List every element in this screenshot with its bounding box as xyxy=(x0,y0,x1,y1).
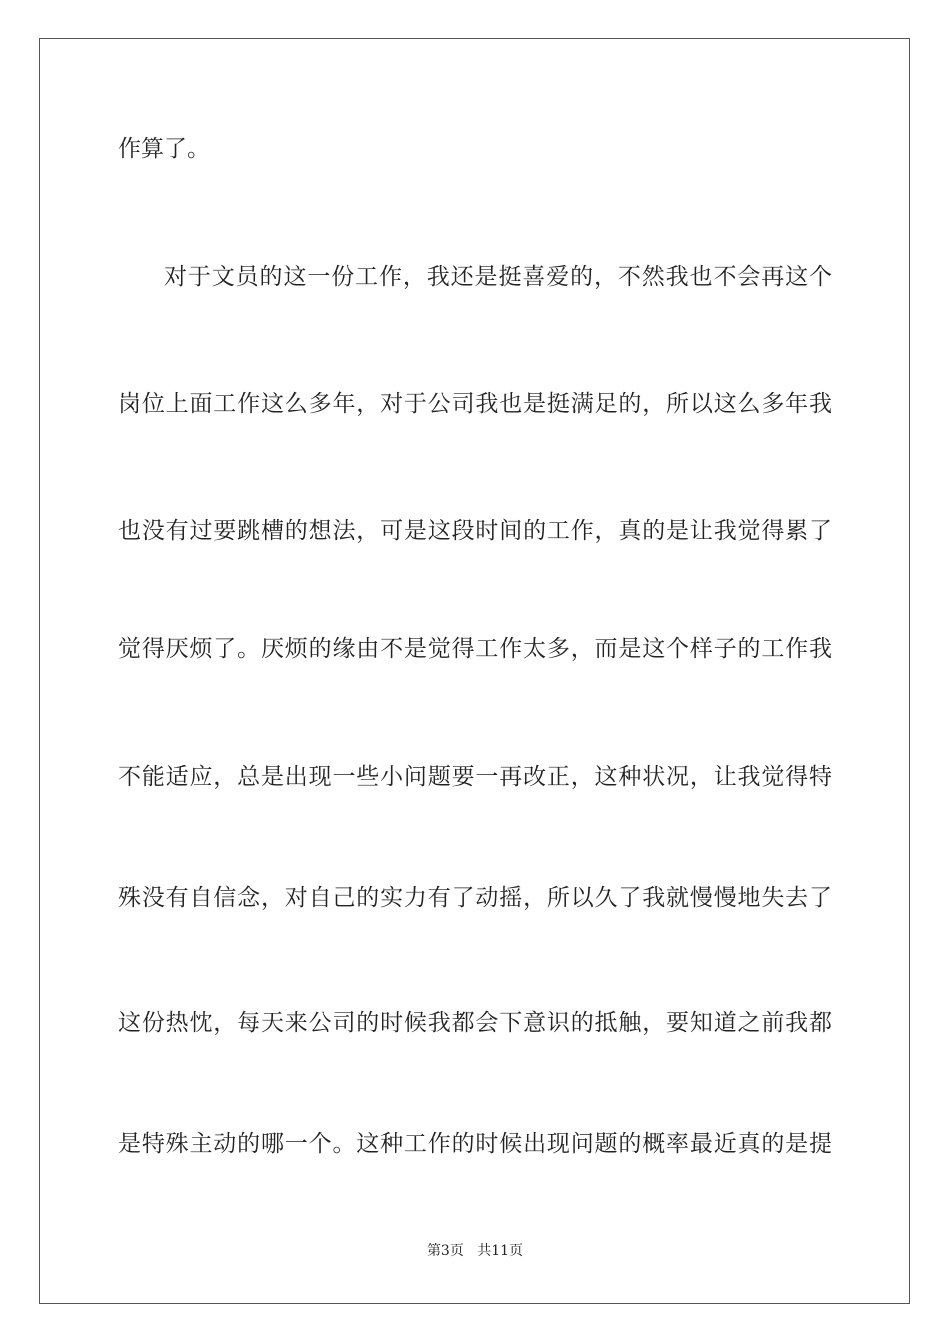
text-line-1: 作算了。 xyxy=(118,136,210,162)
text-line-5: 觉得厌烦了。厌烦的缘由不是觉得工作太多，而是这个样子的工作我 xyxy=(118,636,832,662)
text-line-8: 这份热忱，每天来公司的时候我都会下意识的抵触，要知道之前我都 xyxy=(118,1010,832,1036)
text-line-6: 不能适应，总是出现一些小问题要一再改正，这种状况，让我觉得特 xyxy=(118,764,832,790)
page-number: 第3页 xyxy=(426,1243,464,1259)
text-line-3: 岗位上面工作这么多年，对于公司我也是挺满足的，所以这么多年我 xyxy=(118,391,832,417)
text-line-7: 殊没有自信念，对自己的实力有了动摇，所以久了我就慢慢地失去了 xyxy=(118,885,832,911)
page-border xyxy=(39,38,910,1304)
text-line-9: 是特殊主动的哪一个。这种工作的时候出现问题的概率最近真的是提 xyxy=(118,1131,832,1157)
page-footer xyxy=(0,1240,950,1260)
text-line-4: 也没有过要跳槽的想法，可是这段时间的工作，真的是让我觉得累了 xyxy=(118,518,832,544)
text-line-2: 对于文员的这一份工作，我还是挺喜爱的，不然我也不会再这个 xyxy=(164,264,832,290)
total-pages: 共11页 xyxy=(477,1243,524,1259)
